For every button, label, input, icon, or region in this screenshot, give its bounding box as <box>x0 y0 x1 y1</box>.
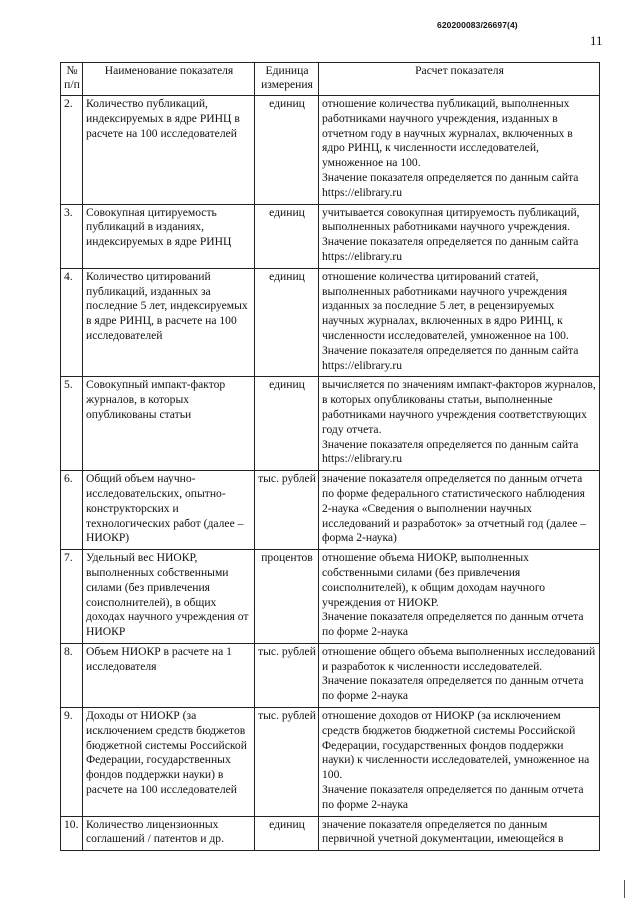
row-calculation <box>319 96 600 205</box>
row-calculation <box>319 708 600 817</box>
row-unit: тыс. рублей <box>255 471 319 550</box>
document-code: 620200083/26697(4) <box>437 20 518 30</box>
table-row <box>61 96 600 205</box>
table-row <box>61 471 600 550</box>
indicators-table <box>60 62 600 851</box>
row-calculation <box>319 268 600 377</box>
row-num: 8. <box>61 643 83 707</box>
header-calc: Расчет показателя <box>319 63 600 96</box>
calc-note: Значение показателя определяется по данным отчета по форме 2-наука <box>322 610 584 639</box>
table-row <box>61 268 600 377</box>
page-number: 11 <box>590 33 603 48</box>
calc-note: Значение показателя определяется по данным отчета по форме 2-наука <box>322 674 584 703</box>
row-num: 5. <box>61 377 83 471</box>
row-unit: единиц <box>255 96 319 205</box>
calc-note: Значение показателя определяется по данным сайта https://elibrary.ru <box>322 235 579 263</box>
row-num: 2. <box>61 96 83 205</box>
row-num: 9. <box>61 708 83 817</box>
calc-text: отношение доходов от НИОКР (за исключением средств бюджетов бюджетной системы Российской Федерации, государственных фондов поддержки науки) к численности исследователей, умноженное на 100. <box>322 709 590 782</box>
row-calculation <box>319 816 600 851</box>
row-num: 10. <box>61 816 83 851</box>
row-calculation <box>319 471 600 550</box>
table-header-row <box>61 63 600 96</box>
row-num: 6. <box>61 471 83 550</box>
row-indicator-name: Количество цитирований публикаций, изданных за последние 5 лет, индексируемых в ядре РИНЦ, в расчете на 100 исследователей <box>83 268 255 377</box>
calc-text: отношение количества цитирований статей, выполненных работниками научного учреждения изданных за последние 5 лет, в рецензируемых научных журналах, включенных в ядро РИНЦ, к численности исследователей, умноженное на 100. <box>322 269 569 342</box>
header-name: Наименование показателя <box>83 63 255 96</box>
row-indicator-name: Совокупная цитируемость публикаций в изданиях, индексируемых в ядре РИНЦ <box>83 204 255 268</box>
row-calculation <box>319 550 600 644</box>
row-unit: единиц <box>255 816 319 851</box>
row-indicator-name: Удельный вес НИОКР, выполненных собственными силами (без привлечения соисполнителей), в общих доходах научного учреждения от НИОКР <box>83 550 255 644</box>
table-row <box>61 204 600 268</box>
row-indicator-name: Объем НИОКР в расчете на 1 исследователя <box>83 643 255 707</box>
table-row <box>61 377 600 471</box>
calc-note: Значение показателя определяется по данным сайта https://elibrary.ru <box>322 170 579 199</box>
row-indicator-name: Совокупный импакт-фактор журналов, в которых опубликованы статьи <box>83 377 255 471</box>
calc-text: вычисляется по значениям импакт-факторов журналов, в которых опубликованы статьи, выполненные работниками научного учреждения соответствующих году отчета. <box>322 378 596 436</box>
margin-mark <box>624 880 625 898</box>
row-unit: единиц <box>255 268 319 377</box>
row-calculation <box>319 643 600 707</box>
table-row <box>61 816 600 851</box>
row-unit: процентов <box>255 550 319 644</box>
table-row <box>61 708 600 817</box>
row-unit: тыс. рублей <box>255 643 319 707</box>
calc-note: Значение показателя определяется по данным сайта https://elibrary.ru <box>322 343 579 372</box>
row-indicator-name: Количество публикаций, индексируемых в ядре РИНЦ в расчете на 100 исследователей <box>83 96 255 205</box>
calc-text: отношение объема НИОКР, выполненных собственными силами (без привлечения соисполнителей), к общим доходам научного учреждения от НИОКР. <box>322 551 546 609</box>
row-num: 4. <box>61 268 83 377</box>
calc-text: отношение количества публикаций, выполненных работниками научного учреждения, изданных в отчетном году в научных журналах, включенных в ядро РИНЦ, к численности исследователей, умноженное на 100. <box>322 97 573 170</box>
table-row <box>61 550 600 644</box>
row-num: 3. <box>61 204 83 268</box>
header-unit: Единица измерения <box>255 63 319 96</box>
row-calculation <box>319 204 600 268</box>
calc-note: Значение показателя определяется по данным отчета по форме 2-наука <box>322 783 584 811</box>
row-unit: тыс. рублей <box>255 708 319 817</box>
row-unit: единиц <box>255 204 319 268</box>
row-calculation <box>319 377 600 471</box>
row-indicator-name: Общий объем научно-исследовательских, опытно-конструкторских и технологических работ (далее – НИОКР) <box>83 471 255 550</box>
header-num: № п/п <box>61 63 83 96</box>
calc-note: Значение показателя определяется по данным сайта https://elibrary.ru <box>322 437 579 466</box>
calc-text: значение показателя определяется по данным отчета по форме федерального статистического наблюдения 2-наука «Сведения о выполнении научных исследований и разработок» за отчетный год (далее – форма 2-наука) <box>322 472 587 545</box>
calc-text: отношение общего объема выполненных исследований и разработок к численности исследователей. <box>322 644 596 673</box>
calc-text: учитывается совокупная цитируемость публикаций, выполненных работниками научного учреждения. <box>322 205 580 234</box>
row-unit: единиц <box>255 377 319 471</box>
calc-text: значение показателя определяется по данным первичной учетной документации, имеющейся в <box>322 817 564 846</box>
table-row <box>61 643 600 707</box>
row-indicator-name: Доходы от НИОКР (за исключением средств бюджетов бюджетной системы Российской Федерации, государственных фондов поддержки науки) в расчете на 100 исследователей <box>83 708 255 817</box>
row-indicator-name: Количество лицензионных соглашений / патентов и др. <box>83 816 255 851</box>
row-num: 7. <box>61 550 83 644</box>
